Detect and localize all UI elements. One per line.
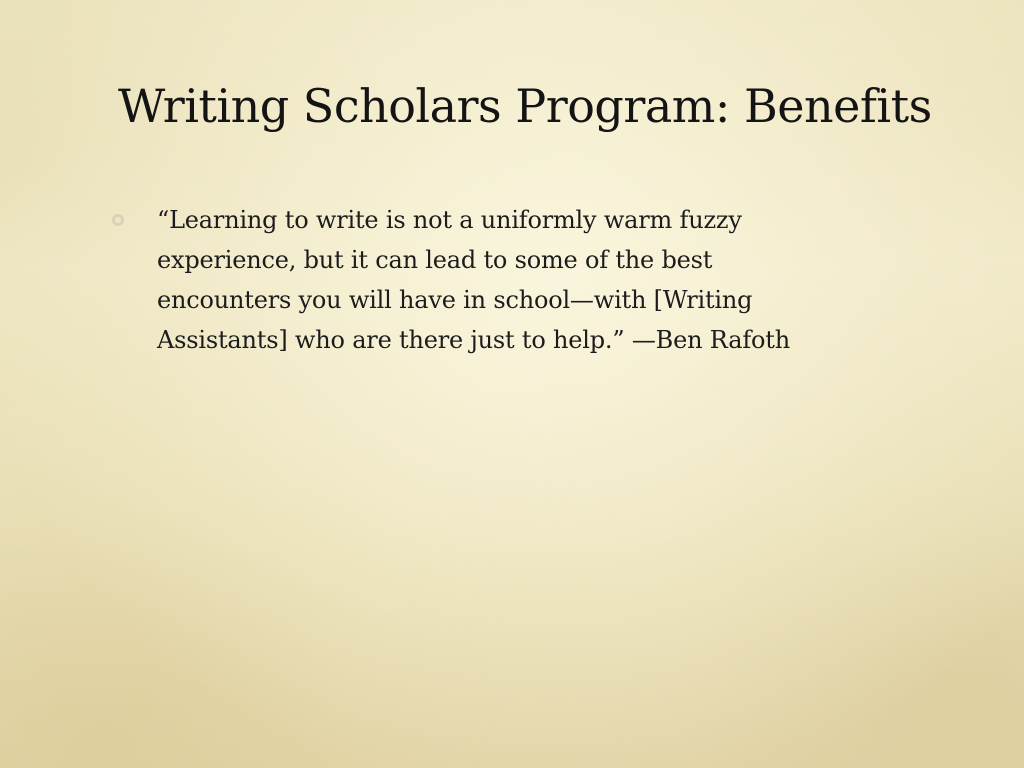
ring-bullet-icon xyxy=(112,214,124,226)
slide-content xyxy=(112,200,932,360)
quote-line: experience, but it can lead to some of the best xyxy=(157,246,713,274)
quote-text xyxy=(157,200,790,360)
quote-line: Assistants] who are there just to help.” —Ben Rafoth xyxy=(157,326,790,354)
quote-line: encounters you will have in school—with [Writing xyxy=(157,286,753,314)
slide-title: Writing Scholars Program: Benefits xyxy=(118,79,932,133)
quote-line: “Learning to write is not a uniformly warm fuzzy xyxy=(157,206,742,234)
bullet-item xyxy=(112,200,932,360)
